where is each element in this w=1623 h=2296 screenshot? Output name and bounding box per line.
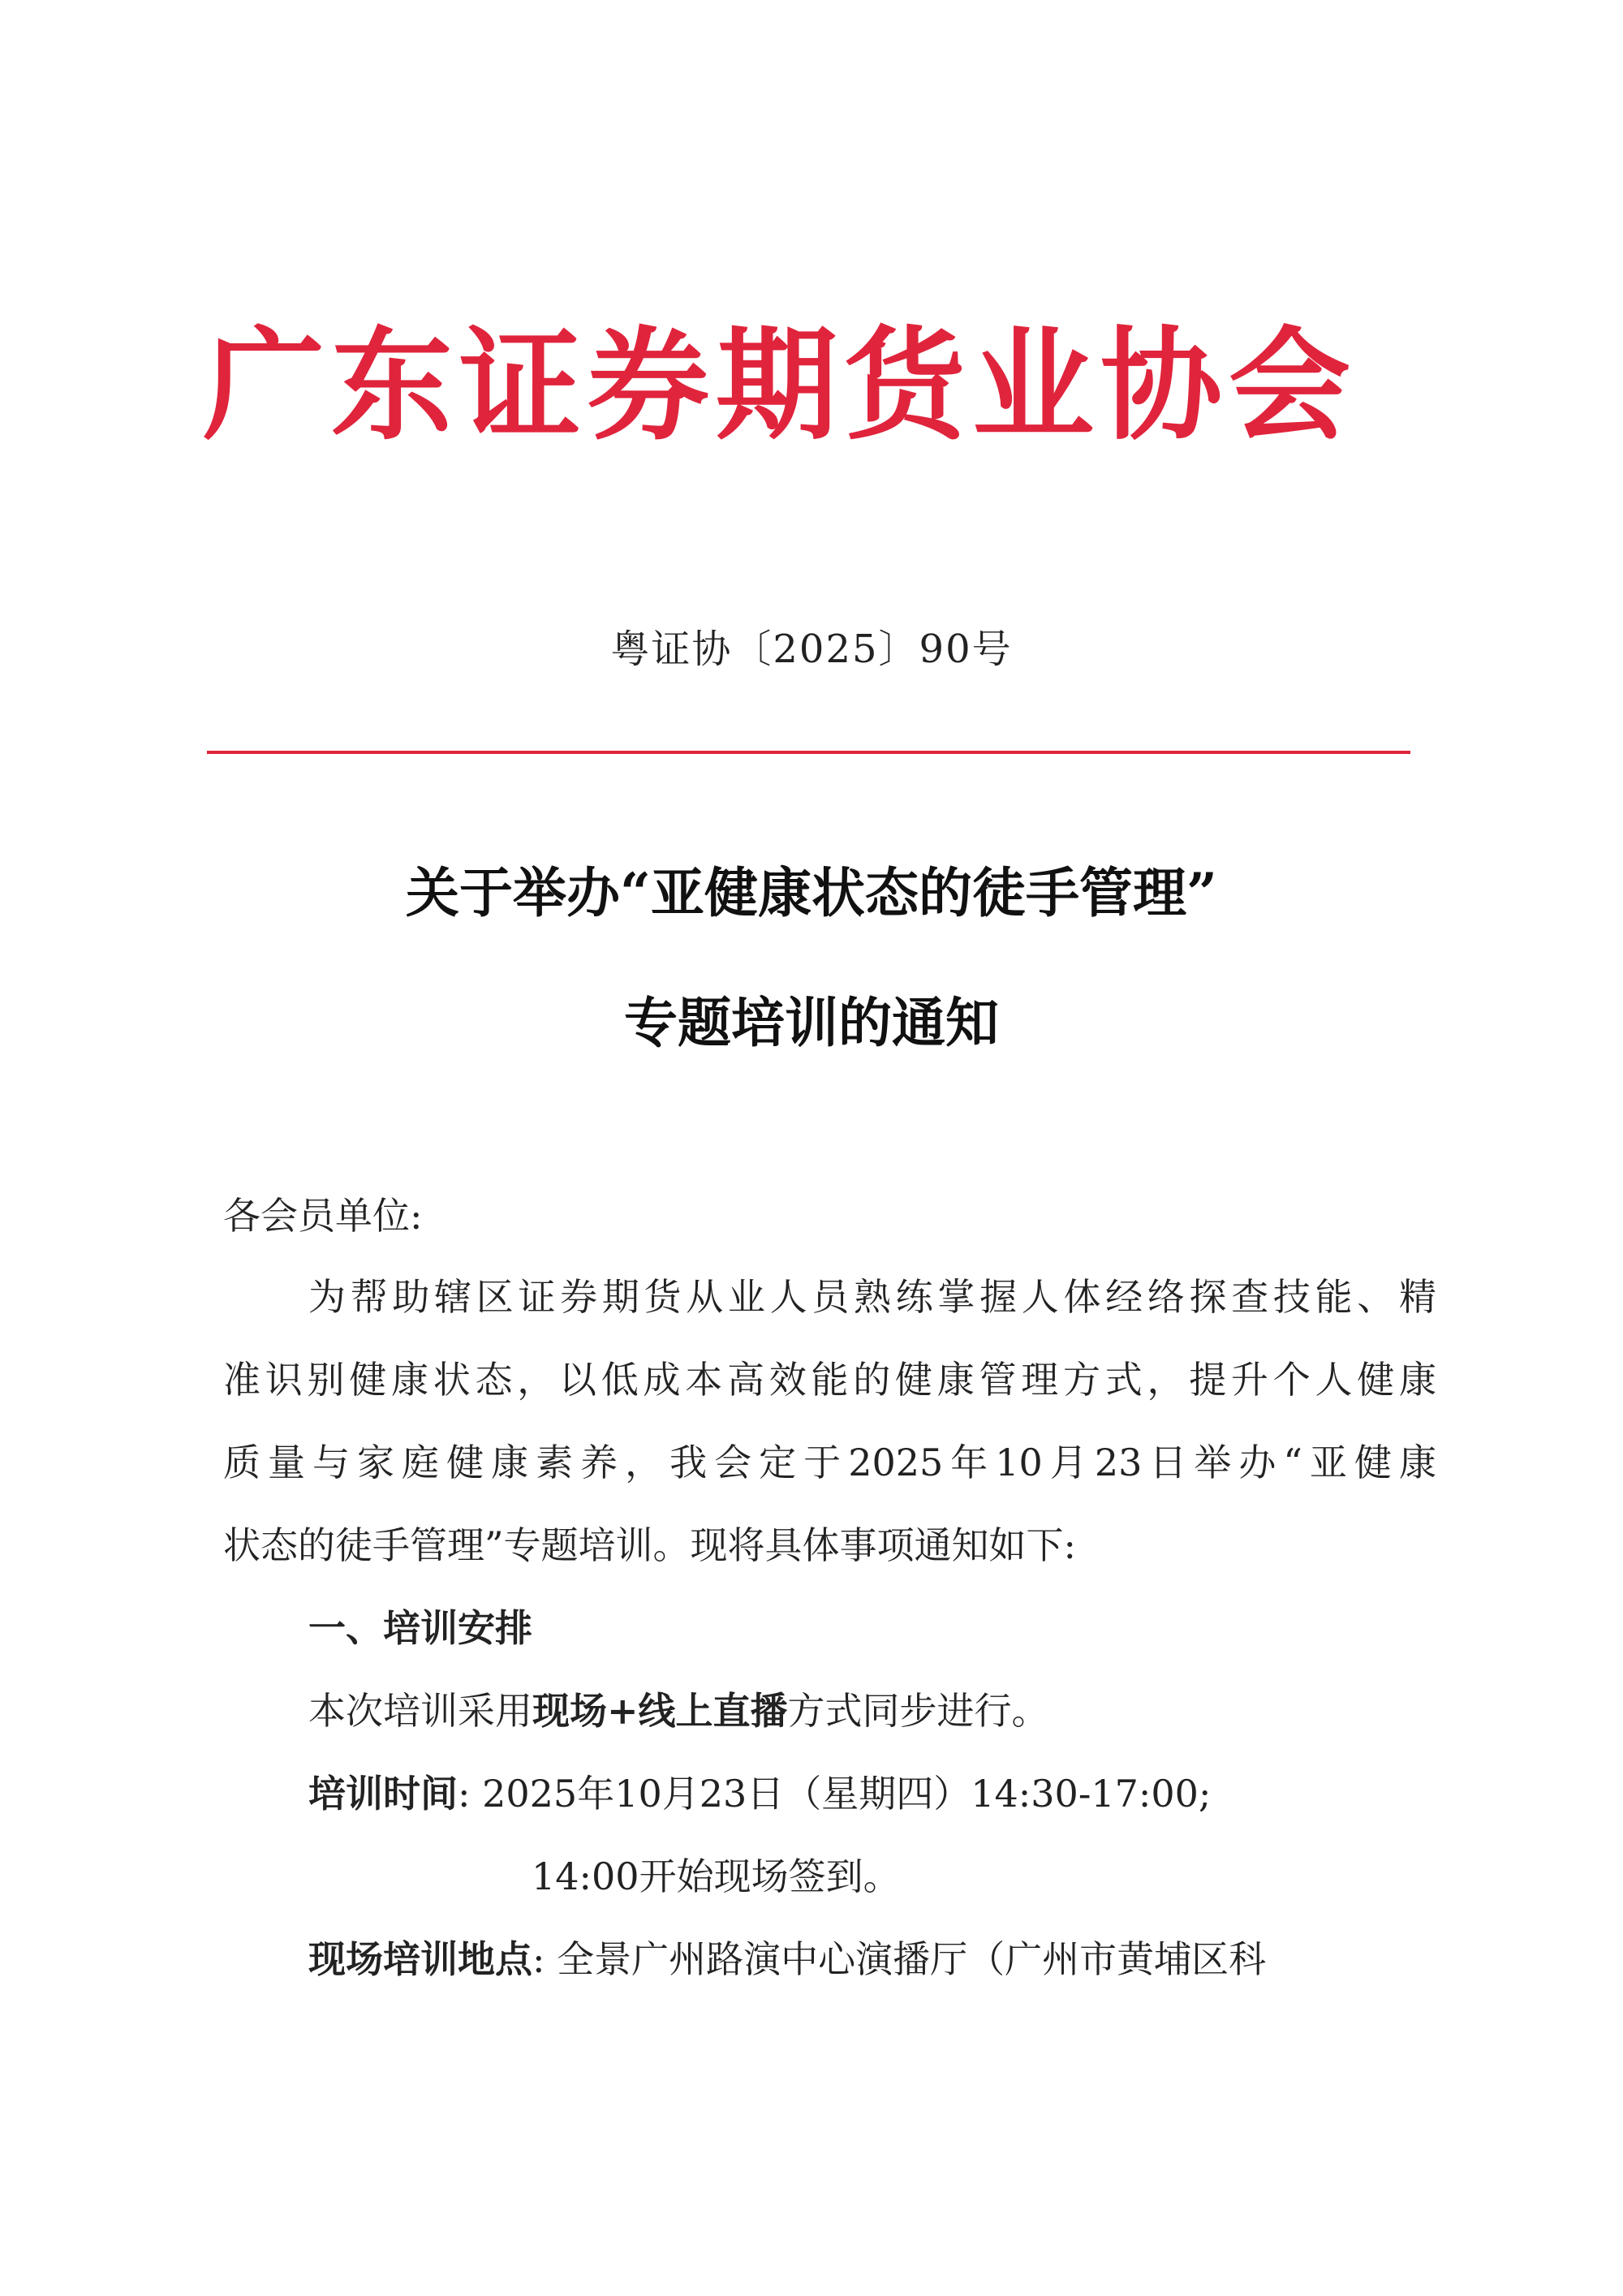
salutation: 各会员单位: xyxy=(223,1194,423,1238)
document-number: 粤证协〔2025〕90号 xyxy=(610,627,1013,672)
training-time-label: 培训时间 xyxy=(308,1772,458,1816)
section-heading-training-arrangement: 一、培训安排 xyxy=(308,1606,532,1650)
intro-paragraph-line-2: 准识别健康状态，以低成本高效能的健康管理方式，提升个人健康 xyxy=(223,1358,1436,1402)
training-mode-prefix: 本次培训采用 xyxy=(308,1689,532,1733)
training-location-label: 现场培训地点 xyxy=(308,1937,532,1981)
training-mode-line xyxy=(308,1686,1049,1735)
training-mode-emphasis: 现场+线上直播 xyxy=(532,1689,788,1733)
intro-paragraph-line-4: 状态的徒手管理”专题培训。现将具体事项通知如下: xyxy=(223,1523,1077,1567)
training-time-value: 2025年10月23日（星期四）14:30-17:00; xyxy=(482,1772,1212,1816)
training-location-line xyxy=(308,1935,1266,1984)
organization-header: 广东证券期货业协会 xyxy=(203,314,1358,457)
training-time-line xyxy=(308,1769,1211,1818)
intro-paragraph-line-1: 为帮助辖区证券期货从业人员熟练掌握人体经络探查技能、精 xyxy=(308,1275,1436,1319)
intro-paragraph-line-3: 质量与家庭健康素养，我会定于2025年10月23日举办“亚健康 xyxy=(223,1441,1436,1484)
training-location-value: 全景广州路演中心演播厅（广州市黄埔区科 xyxy=(557,1937,1267,1981)
document-title-line-1: 关于举办“亚健康状态的徒手管理” xyxy=(406,861,1217,924)
training-location-colon: : xyxy=(532,1937,558,1981)
document-title-line-2: 专题培训的通知 xyxy=(624,991,999,1054)
training-time-colon: : xyxy=(458,1772,483,1816)
signin-time-line: 14:00开始现场签到。 xyxy=(532,1854,901,1898)
header-divider xyxy=(207,751,1410,754)
training-mode-suffix: 方式同步进行。 xyxy=(787,1689,1049,1733)
